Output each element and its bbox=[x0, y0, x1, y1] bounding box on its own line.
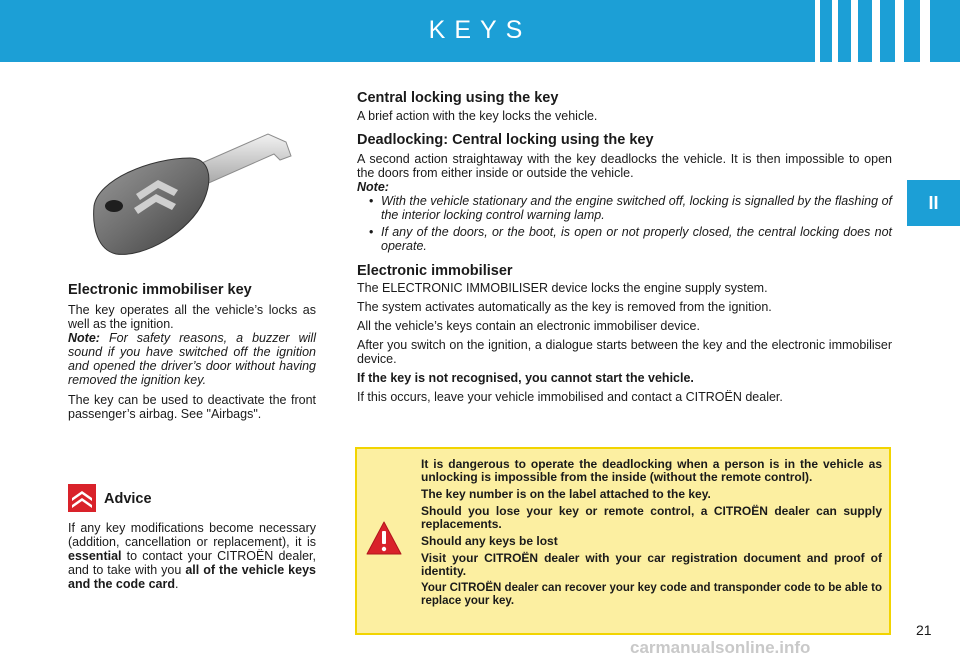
paragraph: If this occurs, leave your vehicle immobilised and contact a CITROËN dealer. bbox=[357, 390, 783, 404]
key-illustration bbox=[90, 120, 305, 270]
header-stripe bbox=[872, 0, 880, 62]
paragraph: All the vehicle’s keys contain an electronic immobiliser device. bbox=[357, 319, 700, 333]
advice-title: Advice bbox=[104, 491, 152, 507]
note-bullet: • With the vehicle stationary and the engine switched off, locking is signalled by the flashing of the interior locking control warning lamp. bbox=[357, 194, 892, 222]
bold-statement: If the key is not recognised, you cannot start the vehicle. bbox=[357, 371, 694, 385]
chapter-tab[interactable]: II bbox=[907, 180, 960, 226]
immobiliser-key-section bbox=[68, 283, 316, 421]
paragraph: The ELECTRONIC IMMOBILISER device locks the engine supply system. bbox=[357, 281, 768, 295]
advice-text-part: . bbox=[174, 577, 179, 591]
advice-text bbox=[68, 521, 316, 591]
citroen-logo-icon bbox=[68, 484, 96, 512]
warning-line: The key number is on the label attached to the key. bbox=[421, 487, 711, 501]
advice-section bbox=[68, 521, 316, 591]
section-heading: Deadlocking: Central locking using the key bbox=[357, 132, 654, 148]
header-bar bbox=[0, 0, 960, 62]
warning-line: Visit your CITROËN dealer with your car registration document and proof of identity. bbox=[421, 551, 882, 578]
paragraph: A brief action with the key locks the vehicle. bbox=[357, 109, 598, 123]
note-label: Note: bbox=[357, 180, 389, 194]
header-stripe bbox=[815, 0, 820, 62]
advice-emphasis: all of the vehicle keys and the code card bbox=[68, 563, 316, 591]
paragraph: The key can be used to deactivate the front passenger’s airbag. See "Airbags". bbox=[68, 393, 316, 421]
warning-line: Your CITROËN dealer can recover your key code and transponder code to be able to replace your key. bbox=[421, 582, 882, 607]
page-number: 21 bbox=[916, 622, 932, 638]
paragraph: After you switch on the ignition, a dialogue starts between the key and the electronic immobiliser device. bbox=[357, 338, 892, 366]
header-stripe bbox=[920, 0, 930, 62]
warning-line: Should any keys be lost bbox=[421, 534, 558, 548]
header-stripe bbox=[832, 0, 838, 62]
warning-text bbox=[421, 458, 882, 612]
note-text: For safety reasons, a buzzer will sound if you have switched off the ignition and opened the driver’s door without having removed the ignition key. bbox=[68, 331, 316, 387]
note bbox=[68, 331, 316, 387]
section-heading: Central locking using the key bbox=[357, 90, 559, 106]
header-stripe bbox=[851, 0, 858, 62]
warning-triangle-icon bbox=[365, 520, 403, 556]
paragraph: The system activates automatically as the key is removed from the ignition. bbox=[357, 300, 772, 314]
note-label: Note: bbox=[68, 331, 100, 345]
warning-line: It is dangerous to operate the deadlocking when a person is in the vehicle as unlocking is impossible from the inside (without the remote control). bbox=[421, 457, 882, 484]
watermark: carmanualsonline.info bbox=[630, 638, 811, 657]
advice-text-part: to contact your CITROËN dealer, and to take with you bbox=[68, 549, 316, 577]
main-content bbox=[357, 91, 892, 404]
warning-line: Should you lose your key or remote control, a CITROËN dealer can supply replacements. bbox=[421, 504, 882, 531]
paragraph: The key operates all the vehicle’s locks as well as the ignition. bbox=[68, 303, 316, 331]
section-heading: Electronic immobiliser bbox=[357, 263, 513, 279]
note-bullet: • If any of the doors, or the boot, is open or not properly closed, the central locking does not operate. bbox=[357, 225, 892, 253]
advice-text-part: If any key modifications become necessary (addition, cancellation or replacement), it is bbox=[68, 521, 316, 549]
section-heading: Electronic immobiliser key bbox=[68, 282, 252, 298]
advice-emphasis: essential bbox=[68, 549, 122, 563]
header-stripe bbox=[895, 0, 904, 62]
page-title: KEYS bbox=[428, 16, 532, 44]
paragraph: A second action straightaway with the key deadlocks the vehicle. It is then impossible to open the doors from either inside or outside the vehicle. bbox=[357, 152, 892, 180]
